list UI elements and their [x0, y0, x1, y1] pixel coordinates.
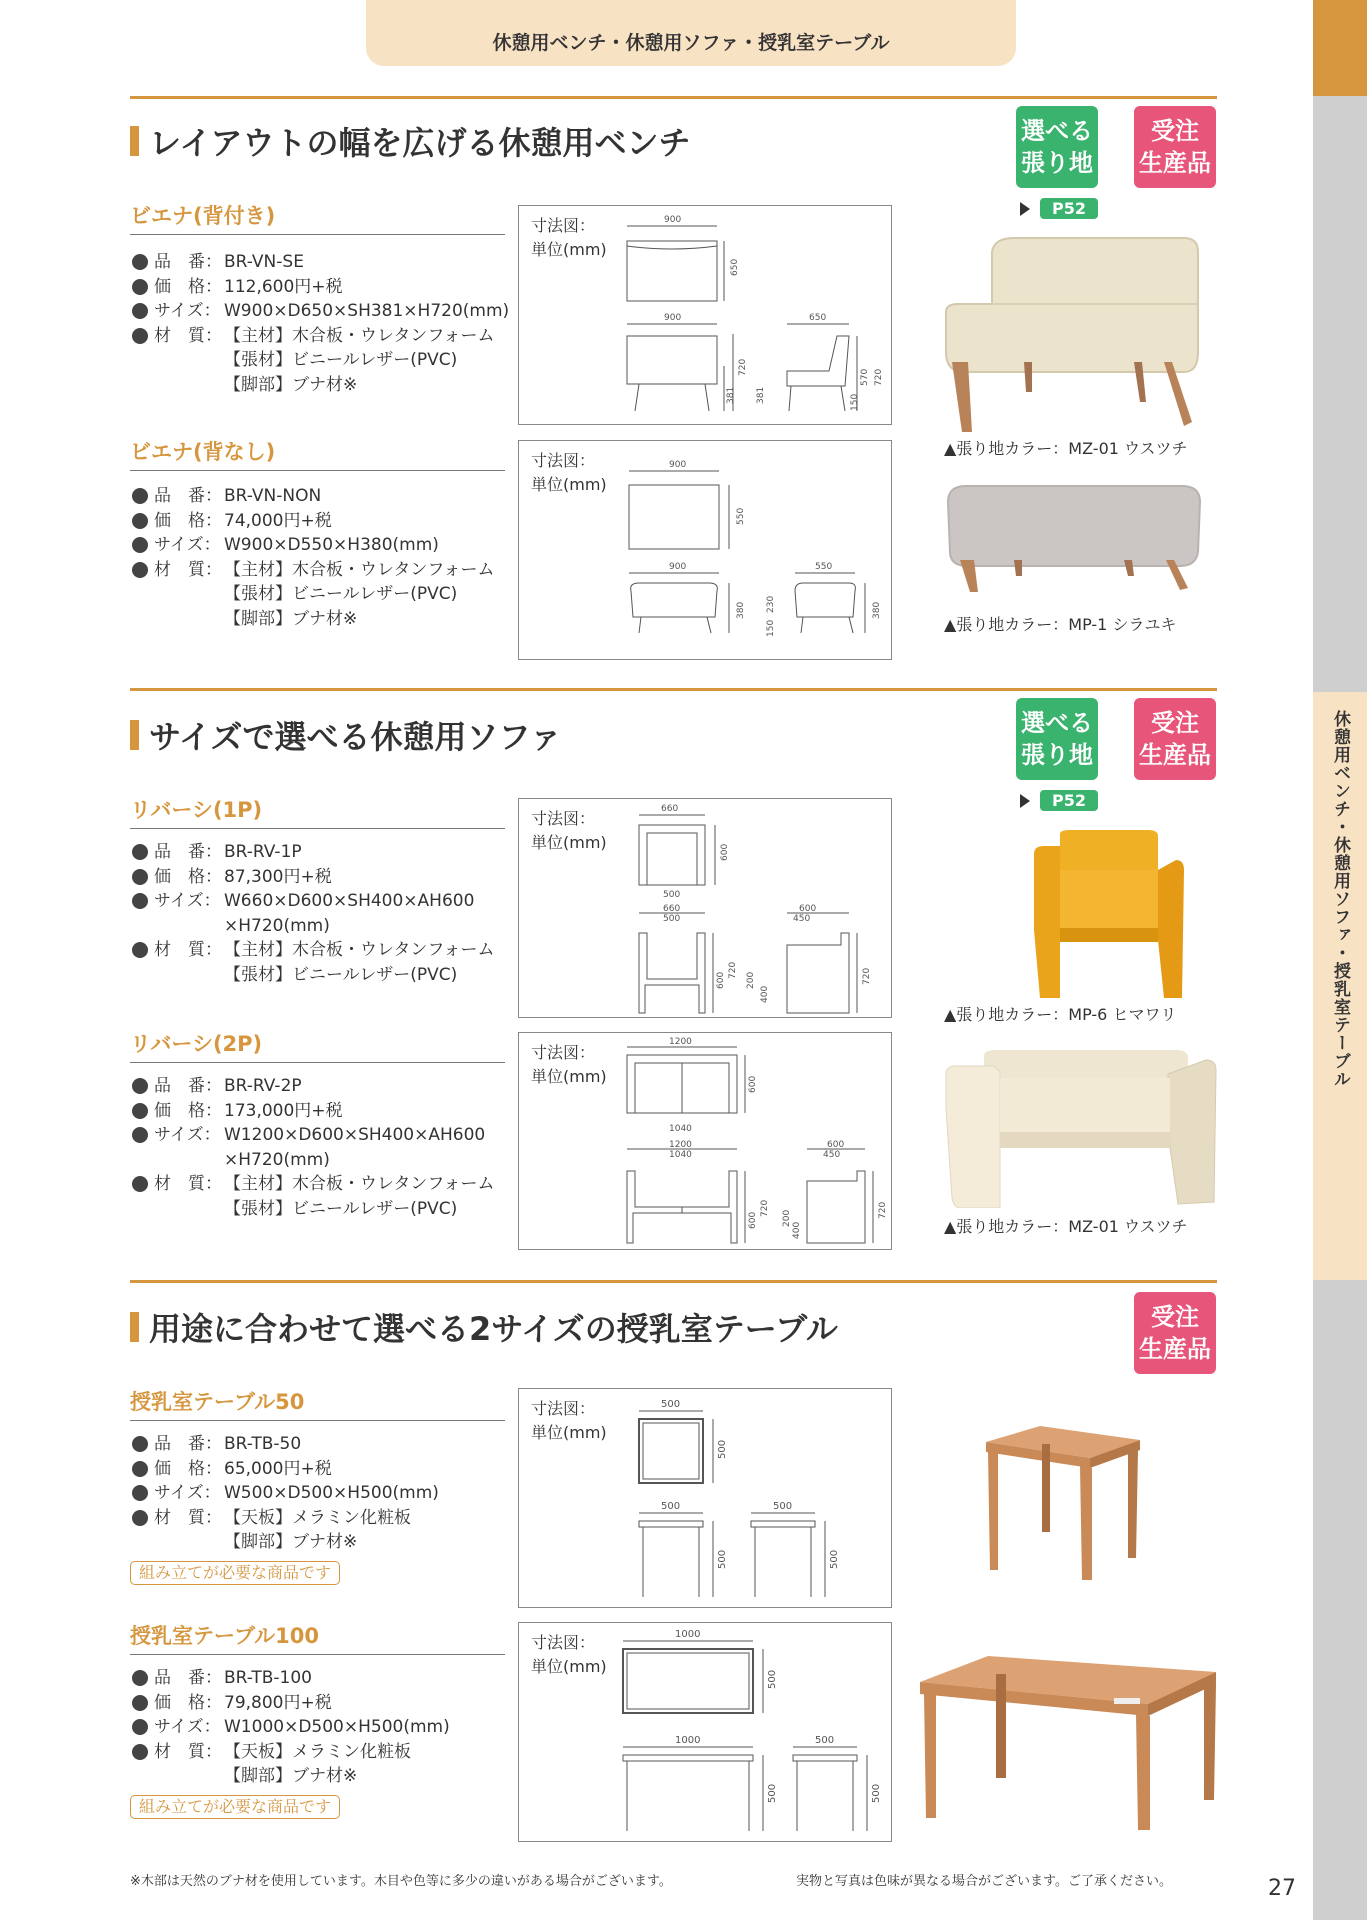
svg-text:500: 500 — [661, 1399, 681, 1410]
svg-text:720: 720 — [874, 368, 884, 386]
svg-text:230: 230 — [766, 595, 776, 613]
svg-text:150: 150 — [766, 619, 776, 637]
dimension-diagram: 寸法図： 単位(mm) 660 600 500 660 500 600 720 600 450 200 400 720 — [518, 798, 892, 1018]
svg-text:500: 500 — [663, 914, 681, 924]
side-tab-prev[interactable] — [1313, 96, 1367, 692]
side-tab-top[interactable] — [1313, 0, 1367, 96]
section-rule — [130, 1280, 1217, 1283]
fabric-caption: ▲張り地カラー：MZ-01 ウスツチ — [944, 1217, 1188, 1236]
svg-text:400: 400 — [792, 1221, 802, 1239]
badge-made-to-order: 受注 生産品 — [1134, 106, 1216, 188]
dimension-diagram: 寸法図： 単位(mm) 500 500 500 500 500 500 — [518, 1388, 892, 1608]
dimension-diagram: 寸法図： 単位(mm) 1200 600 1040 1200 1040 600 720 600 450 200 400 720 — [518, 1032, 892, 1250]
svg-text:1200: 1200 — [669, 1140, 692, 1150]
svg-text:380: 380 — [736, 601, 746, 619]
svg-text:500: 500 — [773, 1501, 793, 1512]
svg-text:450: 450 — [823, 1150, 841, 1160]
svg-text:600: 600 — [748, 1211, 758, 1229]
svg-text:500: 500 — [717, 1549, 728, 1569]
badge-made-to-order: 受注 生産品 — [1134, 1292, 1216, 1374]
svg-text:900: 900 — [669, 460, 687, 470]
svg-text:900: 900 — [664, 215, 682, 225]
sofa-2p-photo — [944, 1048, 1220, 1208]
product-name: 授乳室テーブル100 — [130, 1620, 505, 1655]
side-tab-next[interactable] — [1313, 1280, 1367, 1920]
svg-text:500: 500 — [661, 1501, 681, 1512]
svg-text:550: 550 — [815, 562, 833, 572]
svg-text:500: 500 — [767, 1669, 778, 1689]
svg-text:550: 550 — [736, 507, 746, 525]
svg-text:380: 380 — [872, 601, 882, 619]
fabric-caption: ▲張り地カラー：MZ-01 ウスツチ — [944, 439, 1188, 458]
svg-text:381: 381 — [726, 386, 736, 404]
svg-text:381: 381 — [756, 386, 766, 404]
bench-with-back-photo — [944, 232, 1204, 432]
dimension-diagram: 寸法図： 単位(mm) 900 650 900 720 381 381 650 570 720 150 — [518, 205, 892, 425]
assembly-required-tag: 組み立てが必要な商品です — [130, 1561, 340, 1585]
assembly-required-tag: 組み立てが必要な商品です — [130, 1795, 340, 1819]
section-title-table: 用途に合わせて選べる2サイズの授乳室テーブル — [130, 1304, 838, 1350]
section-rule — [130, 96, 1217, 99]
sofa-1p-photo — [1030, 830, 1190, 1000]
page-ref-link[interactable]: P52 — [1020, 790, 1098, 811]
fabric-caption: ▲張り地カラー：MP-1 シラユキ — [944, 615, 1177, 634]
svg-text:660: 660 — [661, 804, 679, 814]
play-icon — [1020, 794, 1030, 808]
svg-text:1000: 1000 — [675, 1629, 701, 1640]
svg-text:600: 600 — [720, 843, 730, 861]
svg-text:450: 450 — [793, 914, 811, 924]
svg-text:500: 500 — [815, 1735, 835, 1746]
svg-text:900: 900 — [664, 313, 682, 323]
svg-text:720: 720 — [760, 1199, 770, 1217]
dimension-diagram: 寸法図： 単位(mm) 900 550 900 380 150 230 550 380 — [518, 440, 892, 660]
product-name: ビエナ(背なし) — [130, 436, 505, 471]
footnote-color: 実物と写真は色味が異なる場合がございます。ご了承ください。 — [796, 1874, 1172, 1889]
svg-text:500: 500 — [767, 1783, 778, 1803]
svg-text:500: 500 — [871, 1783, 882, 1803]
svg-text:1040: 1040 — [669, 1150, 692, 1160]
svg-text:200: 200 — [782, 1209, 792, 1227]
svg-text:650: 650 — [809, 313, 827, 323]
svg-text:660: 660 — [663, 904, 681, 914]
svg-text:1040: 1040 — [669, 1124, 692, 1134]
section-title-sofa: サイズで選べる休憩用ソファ — [130, 712, 562, 758]
product-spec: 品 番： BR-TB-100 価 格： 79,800円+税 サイズ： W1000×D500×H500(mm) 材 質： 【天板】メラミン化粧板 【脚部】ブナ材※ 組み立てが必要な商品です — [130, 1666, 450, 1819]
play-icon — [1020, 202, 1030, 216]
svg-text:400: 400 — [760, 985, 770, 1003]
svg-text:500: 500 — [829, 1549, 840, 1569]
page-ref-link[interactable]: P52 — [1020, 198, 1098, 219]
dimension-diagram: 寸法図： 単位(mm) 1000 500 1000 500 500 500 — [518, 1622, 892, 1842]
svg-text:1000: 1000 — [675, 1735, 701, 1746]
svg-text:720: 720 — [728, 961, 738, 979]
svg-text:500: 500 — [717, 1439, 728, 1459]
badge-made-to-order: 受注 生産品 — [1134, 698, 1216, 780]
product-spec: 品 番： BR-VN-NON 価 格： 74,000円+税 サイズ： W900×D550×H380(mm) 材 質： 【主材】木合板・ウレタンフォーム 【張材】ビニールレザー(PVC) 【脚部】ブナ材※ — [130, 484, 494, 631]
svg-text:720: 720 — [738, 358, 748, 376]
svg-text:500: 500 — [663, 890, 681, 900]
svg-text:650: 650 — [730, 258, 740, 276]
product-spec: 品 番： BR-RV-1P 価 格： 87,300円+税 サイズ： W660×D600×SH400×AH600 ×H720(mm) 材 質： 【主材】木合板・ウレタンフォーム 【張材】ビニールレザー(PVC) — [130, 840, 494, 987]
badge-choose-fabric: 選べる 張り地 — [1016, 106, 1098, 188]
product-name: リバーシ(2P) — [130, 1028, 505, 1063]
table-100-photo — [918, 1652, 1218, 1832]
fabric-caption: ▲張り地カラー：MP-6 ヒマワリ — [944, 1005, 1177, 1024]
svg-text:1200: 1200 — [669, 1037, 692, 1047]
product-spec: 品 番： BR-TB-50 価 格： 65,000円+税 サイズ： W500×D500×H500(mm) 材 質： 【天板】メラミン化粧板 【脚部】ブナ材※ 組み立てが必要な商品です — [130, 1432, 439, 1585]
section-title-bench: レイアウトの幅を広げる休憩用ベンチ — [130, 118, 690, 164]
svg-text:720: 720 — [878, 1201, 888, 1219]
svg-text:600: 600 — [799, 904, 817, 914]
svg-text:600: 600 — [716, 971, 726, 989]
svg-text:570: 570 — [860, 368, 870, 386]
svg-text:900: 900 — [669, 562, 687, 572]
section-rule — [130, 688, 1217, 691]
badge-choose-fabric: 選べる 張り地 — [1016, 698, 1098, 780]
side-tab-label: 休憩用ベンチ・休憩用ソファ・授乳室テーブル — [1330, 710, 1350, 1088]
product-name: 授乳室テーブル50 — [130, 1386, 505, 1421]
product-spec: 品 番： BR-RV-2P 価 格： 173,000円+税 サイズ： W1200×D600×SH400×AH600 ×H720(mm) 材 質： 【主材】木合板・ウレタンフォーム 【張材】ビニールレザー(PVC) — [130, 1074, 494, 1221]
product-spec: 品 番： BR-VN-SE 価 格： 112,600円+税 サイズ： W900×D650×SH381×H720(mm) 材 質： 【主材】木合板・ウレタンフォーム 【張材】ビニールレザー(PVC) 【脚部】ブナ材※ — [130, 250, 509, 397]
svg-text:600: 600 — [748, 1075, 758, 1093]
svg-text:720: 720 — [862, 967, 872, 985]
bench-no-back-photo — [944, 484, 1204, 594]
svg-text:150: 150 — [850, 393, 860, 411]
product-name: ビエナ(背付き) — [130, 200, 505, 235]
footnote-wood: ※木部は天然のブナ材を使用しています。木目や色等に多少の違いがある場合がございます。 — [130, 1874, 672, 1889]
table-50-photo — [980, 1422, 1150, 1582]
svg-text:600: 600 — [827, 1140, 845, 1150]
page-number: 27 — [1268, 1876, 1296, 1901]
category-header: 休憩用ベンチ・休憩用ソファ・授乳室テーブル — [366, 0, 1016, 66]
svg-text:200: 200 — [746, 971, 756, 989]
product-name: リバーシ(1P) — [130, 794, 505, 829]
